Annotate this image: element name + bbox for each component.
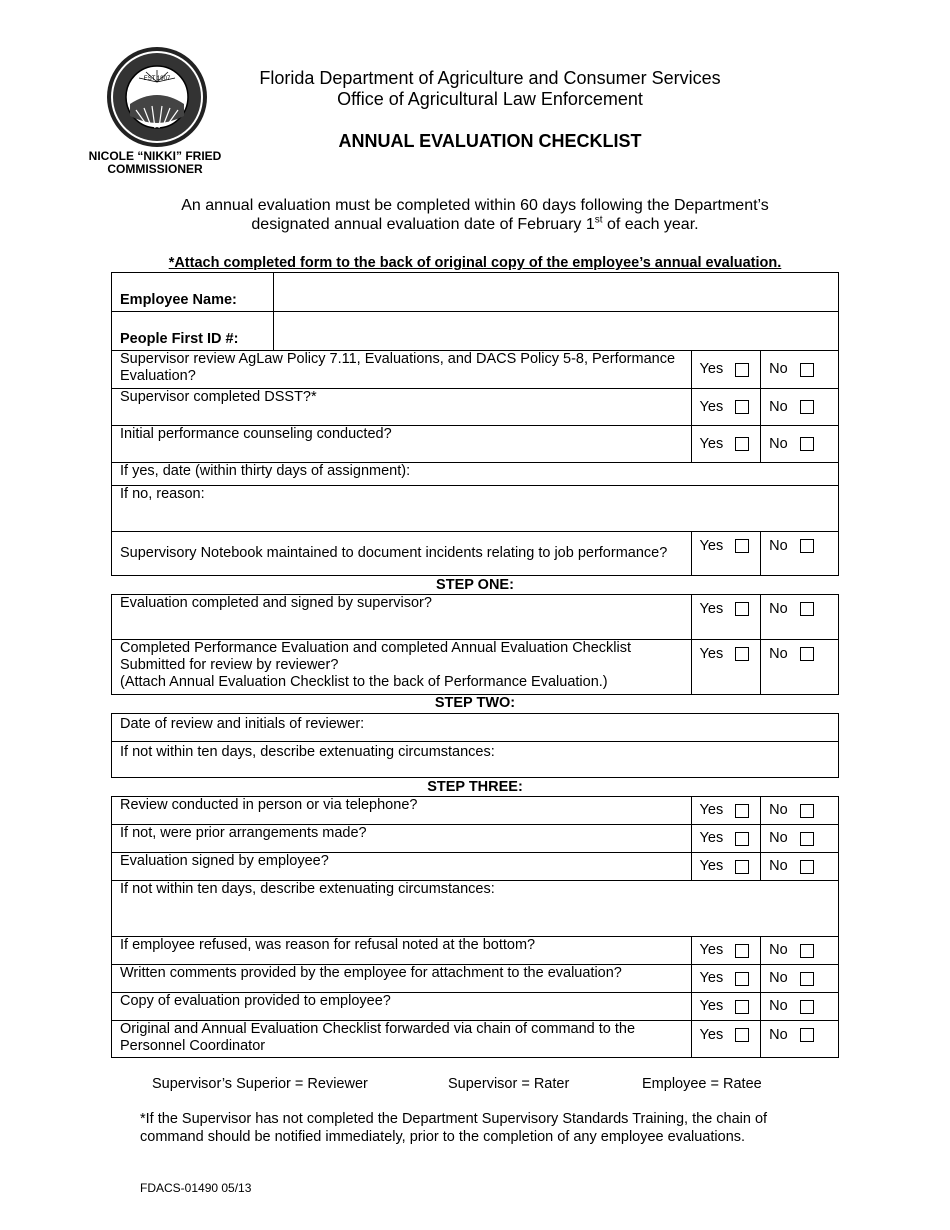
question-copy-provided: Copy of evaluation provided to employee? [112,993,692,1021]
no-checkbox[interactable] [800,539,814,553]
question-dsst: Supervisor completed DSST?* [112,389,692,426]
yes-checkbox[interactable] [735,647,749,661]
seal-inner-text: EST 1907 [143,76,171,82]
step-two-table [111,713,839,778]
yes-option[interactable]: Yes [700,965,761,992]
no-checkbox[interactable] [800,804,814,818]
attach-note: *Attach completed form to the back of original copy of the employee’s annual evaluation. [168,255,782,271]
question-initial-counseling: Initial performance counseling conducted? [112,426,692,463]
no-option[interactable]: No [769,426,838,462]
agency-name: Florida Department of Agriculture and Consumer Services [259,68,721,88]
yes-checkbox[interactable] [735,860,749,874]
yes-option[interactable]: Yes [700,426,761,462]
yes-checkbox[interactable] [735,832,749,846]
no-option[interactable]: No [769,640,838,668]
yes-checkbox[interactable] [735,400,749,414]
yes-checkbox[interactable] [735,437,749,451]
field-counseling-date[interactable]: If yes, date (within thirty days of assignment): [112,463,839,486]
step-two-heading: STEP TWO: [434,695,516,711]
commissioner-name: NICOLE “NIKKI” FRIED [88,149,222,163]
no-option[interactable]: No [769,1021,838,1049]
no-checkbox[interactable] [800,944,814,958]
no-checkbox[interactable] [800,832,814,846]
no-option[interactable]: No [769,532,838,560]
department-seal [106,46,208,148]
form-number: FDACS-01490 05/13 [140,1181,252,1195]
field-extenuating-circumstances[interactable]: If not within ten days, describe extenuating circumstances: [112,742,839,778]
field-review-date-initials[interactable]: Date of review and initials of reviewer: [112,714,839,742]
no-option[interactable]: No [769,351,838,388]
employee-name-field[interactable] [274,273,839,312]
question-forwarded-to-coordinator: Original and Annual Evaluation Checklist forwarded via chain of command to the Personnel Coordinator [112,1021,692,1058]
legend-rater: Supervisor = Rater [448,1076,570,1092]
field-extenuating-circumstances-2[interactable]: If not within ten days, describe extenuating circumstances: [112,881,839,937]
yes-checkbox[interactable] [735,944,749,958]
yes-option[interactable]: Yes [700,797,761,824]
employee-name-label: Employee Name: [112,273,274,312]
question-policy-review: Supervisor review AgLaw Policy 7.11, Evaluations, and DACS Policy 5-8, Performance Evaluation? [112,351,692,389]
legend-reviewer: Supervisor’s Superior = Reviewer [152,1076,368,1092]
form-title: ANNUAL EVALUATION CHECKLIST [338,131,642,151]
yes-option[interactable]: Yes [700,640,761,668]
footnote: *If the Supervisor has not completed the Department Supervisory Standards Training, the chain of command should be notified immediately, prior to the completion of any employee evaluations. [140,1111,768,1145]
step-three-table [111,796,839,1058]
step-one-table [111,594,839,695]
no-option[interactable]: No [769,853,838,880]
intro-line-2: designated annual evaluation date of February 1st of each year. [251,214,699,233]
commissioner-title: COMMISSIONER [107,162,203,176]
question-refusal-noted: If employee refused, was reason for refusal noted at the bottom? [112,937,692,965]
yes-option[interactable]: Yes [700,351,761,388]
commissioner-block [70,150,240,176]
no-checkbox[interactable] [800,437,814,451]
agency-heading [220,68,760,110]
no-option[interactable]: No [769,595,838,623]
yes-option[interactable]: Yes [700,595,761,623]
no-option[interactable]: No [769,937,838,964]
employee-info-table [111,272,839,351]
yes-option[interactable]: Yes [700,532,761,560]
no-option[interactable]: No [769,993,838,1020]
yes-option[interactable]: Yes [700,389,761,425]
yes-option[interactable]: Yes [700,825,761,852]
no-checkbox[interactable] [800,1028,814,1042]
question-submitted-for-review: Completed Performance Evaluation and completed Annual Evaluation Checklist Submitted for review by reviewer? (Attach Annual Evaluation Checklist to the back of Performance Evaluation.) [112,640,692,695]
question-review-in-person: Review conducted in person or via telephone? [112,797,692,825]
yes-checkbox[interactable] [735,539,749,553]
legend-ratee: Employee = Ratee [642,1076,762,1092]
no-option[interactable]: No [769,965,838,992]
no-checkbox[interactable] [800,860,814,874]
yes-checkbox[interactable] [735,972,749,986]
office-name: Office of Agricultural Law Enforcement [337,89,643,109]
yes-option[interactable]: Yes [700,937,761,964]
question-evaluation-signed: Evaluation completed and signed by supervisor? [112,595,692,640]
question-prior-arrangements: If not, were prior arrangements made? [112,825,692,853]
yes-option[interactable]: Yes [700,853,761,880]
no-option[interactable]: No [769,825,838,852]
no-option[interactable]: No [769,389,838,425]
no-checkbox[interactable] [800,400,814,414]
yes-checkbox[interactable] [735,602,749,616]
question-supervisory-notebook: Supervisory Notebook maintained to document incidents relating to job performance? [112,532,692,576]
no-checkbox[interactable] [800,972,814,986]
intro-line-1: An annual evaluation must be completed within 60 days following the Department’s [181,197,769,214]
no-checkbox[interactable] [800,363,814,377]
yes-checkbox[interactable] [735,1028,749,1042]
no-checkbox[interactable] [800,602,814,616]
yes-checkbox[interactable] [735,363,749,377]
section-one-table [111,350,839,576]
field-no-reason[interactable]: If no, reason: [112,486,839,532]
yes-option[interactable]: Yes [700,993,761,1020]
intro-text [140,196,810,234]
people-first-id-field[interactable] [274,312,839,351]
yes-checkbox[interactable] [735,804,749,818]
question-signed-by-employee: Evaluation signed by employee? [112,853,692,881]
yes-option[interactable]: Yes [700,1021,761,1049]
people-first-id-label: People First ID #: [112,312,274,351]
no-checkbox[interactable] [800,647,814,661]
yes-checkbox[interactable] [735,1000,749,1014]
question-written-comments: Written comments provided by the employee for attachment to the evaluation? [112,965,692,993]
no-checkbox[interactable] [800,1000,814,1014]
step-one-heading: STEP ONE: [436,577,514,593]
no-option[interactable]: No [769,797,838,824]
step-three-heading: STEP THREE: [427,779,523,795]
